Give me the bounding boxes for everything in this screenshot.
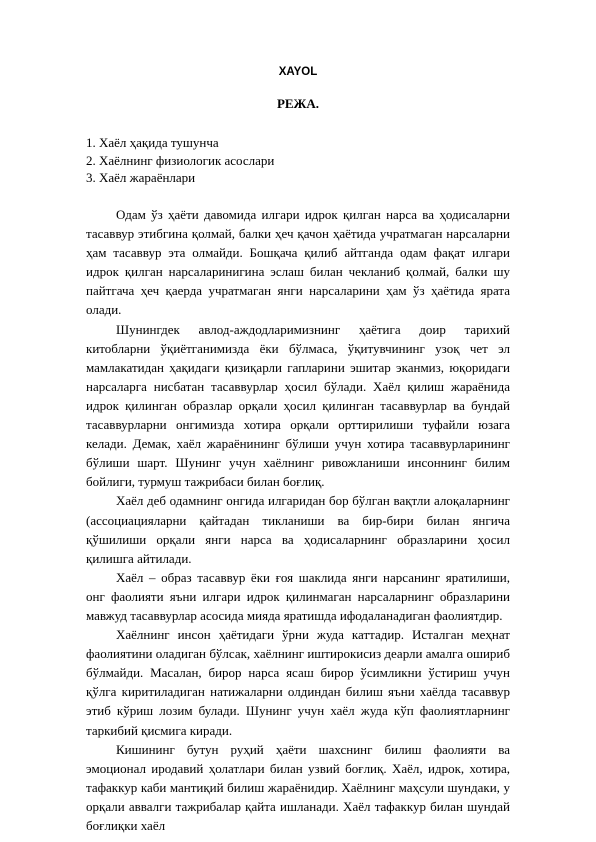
body-paragraph: Шунингдек авлод-аждодларимизнинг ҳаётига доир тарихий китобларни ўқиётганимизда ёки бўлмаса, ўқитувчининг узоқ чет эл мамлакатидан ҳақидаги қизиқарли гапларини эшитар эканмиз, юқоридаги нарсаларга нисбатан тасаввурлар ҳосил бўлади. Хаёл қилиш жараёнида идрок қилинган образлар орқали ҳосил қилинган тасаввурлар ва бундай тасаввурларни онгимизда хотира орқали орттирилиши туфайли юзага келади. Демак, хаёл жараёнининг бўлиши учун хотира тасаввурларининг бўлиши шарт. Шунинг учун хаёлнинг ривожланиши инсоннинг билим бойлиги, турмуш тажрибаси билан боғлиқ. bbox=[86, 321, 510, 490]
plan-item: 3. Хаёл жараёнлари bbox=[86, 170, 196, 185]
body-paragraph: Хаёл – образ тасаввур ёки ғоя шаклида янги нарсанинг яратилиши, онг фаолияти яъни илгари идрок қилинмаган нарсаларнинг образларини мавжуд тасаввурлар асосида мияда яратишда ифодаланадиган фаолиятдир. bbox=[86, 569, 510, 623]
plan-list bbox=[86, 134, 274, 187]
plan-item: 2. Хаёлнинг физиологик асослари bbox=[86, 152, 275, 168]
document-title: XAYOL bbox=[278, 66, 318, 78]
body-paragraph: Кишининг бутун руҳий ҳаёти шахснинг билиш фаолияти ва эмоционал иродавий ҳолатлари билан узвий боғлиқ. Хаёл, идрок, хотира, тафаккур каби мантиқий билиш жараёнидир. Хаёлнинг маҳсули шундаки, у орқали аввалги тажрибалар қайта ишланади. Хаёл тафаккур билан шундай боғлиқки хаёл bbox=[86, 741, 510, 833]
body-paragraph: Одам ўз ҳаёти давомида илгари идрок қилган нарса ва ҳодисаларни тасаввур этибгина қолмай, балки ҳеч қачон ҳаётида учратмаган нарсаларни ҳам тасаввур эта олмайди. Бошқача қилиб айтганда одам фақат илгари идрок қилган нарсаларинигина эслаш билан чекланиб қолмай, балки шу пайтгача ҳеч қаерда учратмаган янги нарсаларини ҳам ўз ҳаётида ярата олади. bbox=[86, 207, 510, 318]
body-paragraph: Хаёлнинг инсон ҳаётидаги ўрни жуда каттадир. Исталган меҳнат фаолиятини оладиган бўлсак, хаёлнинг иштирокисиз деарли амалга ошириб бўлмайди. Масалан, бирор нарса ясаш бирор ўсимликни ўстириш учун қўлга киритиладиган натижаларни олдиндан билиш яъни хаёлда тасаввур этиб кўриш лозим булади. Шунинг учун хаёл жуда кўп фаолиятларнинг таркибий қисмига киради. bbox=[86, 627, 510, 738]
document-body bbox=[86, 205, 510, 835]
body-paragraph: Хаёл деб одамнинг онгида илгаридан бор бўлган вақтли алоқаларнинг (ассоциацияларни қайтадан тикланиши ва бир-бири билан янгича қўшилиши орқали янги нарса ва ҳодисаларнинг образларини ҳосил қилишга айтилади. bbox=[86, 493, 510, 566]
plan-item: 1. Хаёл ҳақида тушунча bbox=[86, 135, 219, 150]
plan-heading: РЕЖА. bbox=[276, 96, 320, 111]
